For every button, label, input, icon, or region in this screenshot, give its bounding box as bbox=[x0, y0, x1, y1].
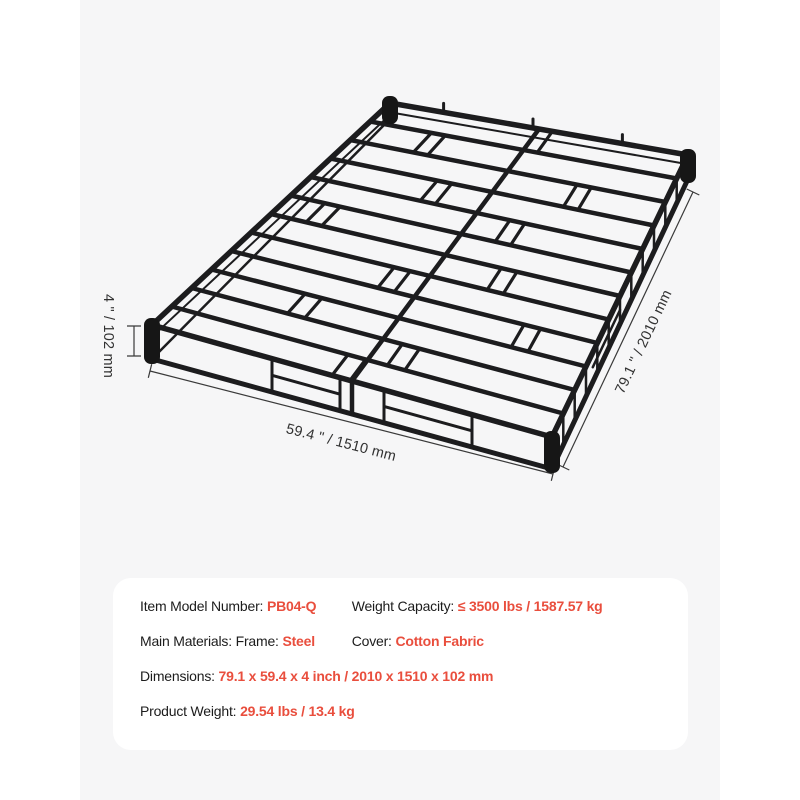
length-dimension-label: 79.1 " / 2010 mm bbox=[612, 287, 676, 397]
weight-label: Product Weight: bbox=[140, 703, 237, 719]
weight-value: 29.54 lbs / 13.4 kg bbox=[240, 703, 355, 719]
spec-capacity bbox=[348, 598, 603, 614]
cover-label: Cover: bbox=[351, 633, 392, 649]
spec-row-dimensions bbox=[140, 667, 668, 686]
spec-row-weight bbox=[140, 702, 668, 721]
spec-panel bbox=[113, 578, 688, 750]
length-dimension-line bbox=[557, 189, 700, 470]
dimensions-label: Dimensions: bbox=[140, 668, 215, 684]
spec-model bbox=[140, 597, 348, 616]
width-dimension-label: 59.4 " / 1510 mm bbox=[284, 421, 398, 465]
model-value: PB04-Q bbox=[266, 598, 317, 614]
spec-materials bbox=[140, 632, 348, 651]
capacity-label: Weight Capacity: bbox=[351, 598, 455, 614]
model-label: Item Model Number: bbox=[140, 598, 264, 614]
spec-row-materials-cover bbox=[140, 632, 668, 651]
dimensions-value: 79.1 x 59.4 x 4 inch / 2010 x 1510 x 102 mm bbox=[218, 668, 494, 684]
spec-cover bbox=[348, 633, 484, 649]
height-dimension-label: 4 " / 102 mm bbox=[100, 293, 116, 379]
steel-frame-grid bbox=[152, 103, 688, 469]
materials-label: Main Materials: Frame: bbox=[140, 633, 279, 649]
cover-value: Cotton Fabric bbox=[395, 633, 484, 649]
materials-value: Steel bbox=[282, 633, 315, 649]
height-dimension-line bbox=[127, 326, 141, 356]
capacity-value: ≤ 3500 lbs / 1587.57 kg bbox=[457, 598, 603, 614]
spec-row-model-capacity bbox=[140, 597, 668, 616]
